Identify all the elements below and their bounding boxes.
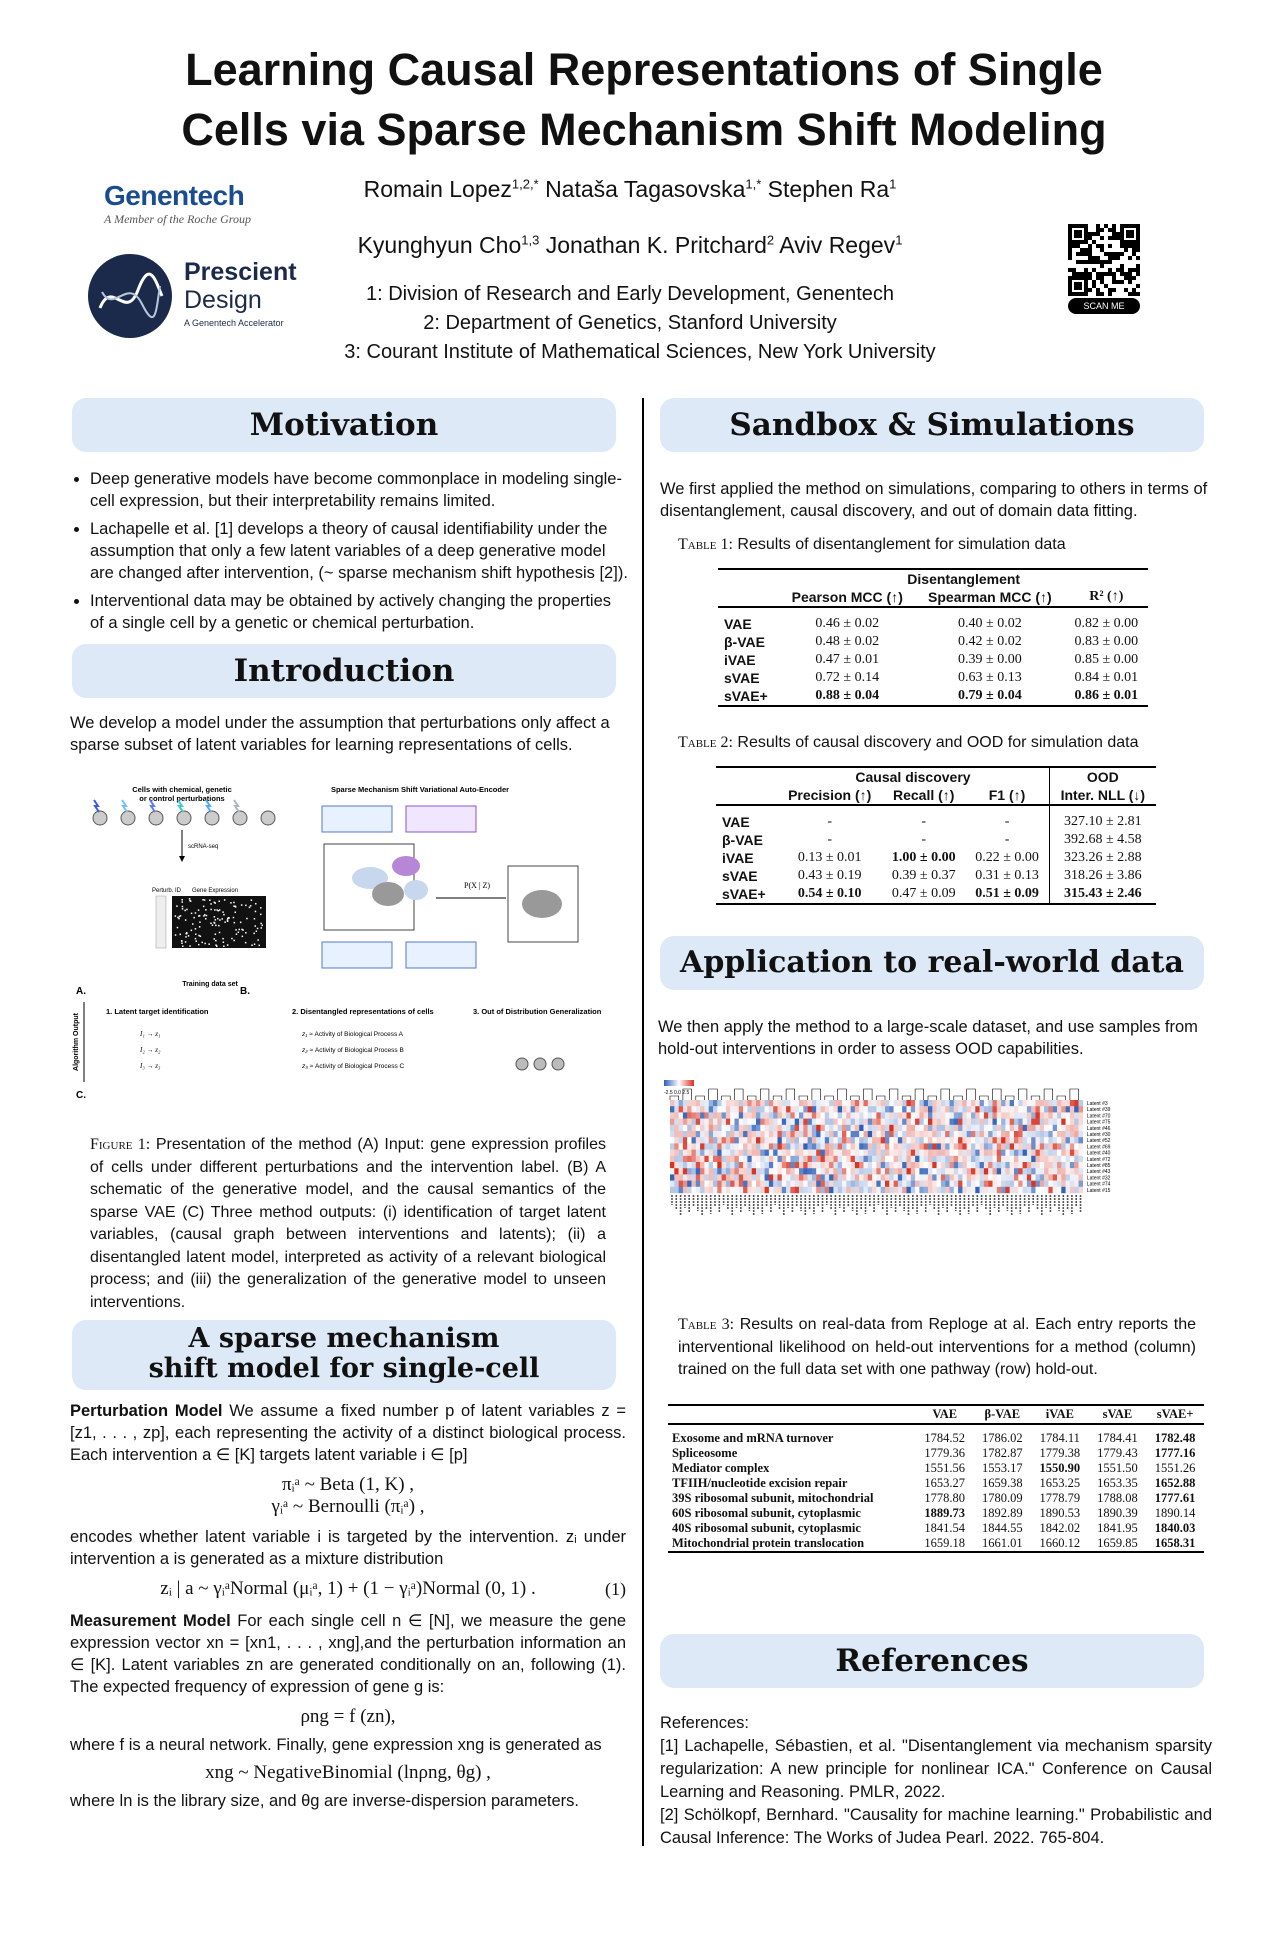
table-cell: 1889.73: [924, 1506, 966, 1520]
table-2-group2-header: OOD: [1049, 767, 1156, 786]
table-cell: 0.39 ± 0.37: [891, 868, 956, 883]
perturbation-title: Perturbation Model: [70, 1402, 223, 1420]
table-cell: 0.79 ± 0.04: [958, 688, 1022, 703]
table-cell: 1779.36: [924, 1446, 966, 1460]
table-row: [668, 1536, 1204, 1552]
table-cell: 0.31 ± 0.13: [975, 868, 1039, 883]
table-cell: 1779.43: [1097, 1446, 1138, 1460]
table-2: [716, 766, 1156, 905]
table-row: [718, 607, 1148, 633]
author-affiliation-marker: 1,*: [745, 176, 762, 192]
application-text: We then apply the method to a large-scale dataset, and use samples from hold-out interventions in order to assess OOD capabilities.: [658, 1018, 1198, 1058]
heatmap-figure: [664, 1076, 1184, 1256]
heatmap-row-label: Latent #43: [1086, 1169, 1111, 1176]
table-row: [668, 1506, 1204, 1521]
process-b-label: Activity of Biological Process B: [314, 1047, 404, 1054]
sandbox-banner: [660, 398, 1204, 452]
genentech-wordmark: Genentech: [104, 180, 245, 211]
table-2-caption: [678, 732, 1208, 755]
scan-me-label: SCAN ME: [1083, 301, 1125, 311]
heatmap-row-label: Latent #39: [1086, 1107, 1111, 1114]
svg-text:z₂ ≈ Activity of Biological Pr: z₂ ≈ Activity of Biological Process B: [302, 1047, 404, 1054]
table-cell: -: [921, 814, 927, 829]
table-cell: 0.42 ± 0.02: [958, 634, 1022, 649]
table-cell: 1840.03: [1154, 1521, 1196, 1535]
table-cell: 1778.80: [924, 1491, 966, 1505]
table-cell: 0.43 ± 0.19: [797, 868, 862, 883]
cell-marker: [261, 811, 275, 825]
table-cell: 0.88 ± 0.04: [815, 688, 880, 703]
table-cell: 327.10 ± 2.81: [1049, 805, 1156, 831]
table-2-caption-text: Results of causal discovery and OOD for simulation data: [737, 734, 1139, 751]
svg-text:z₁ ≈ Activity of Biological Pr: z₁ ≈ Activity of Biological Process A: [302, 1031, 403, 1038]
prescient-emblem-icon: [86, 252, 174, 340]
heatmap-row-label: Latent #15: [1086, 1187, 1111, 1194]
table-cell: 1841.54: [924, 1521, 966, 1535]
panel-a-title: Cells with chemical, genetic or control perturbations: [132, 785, 232, 803]
table-cell: 0.84 ± 0.01: [1074, 670, 1139, 685]
table-cell: 318.26 ± 3.86: [1049, 867, 1156, 885]
table-row-label: Spliceosome: [672, 1446, 738, 1460]
panel-c2-title: 2. Disentangled representations of cells: [292, 1007, 434, 1016]
encodes-text: encodes whether latent variable i is targeted by the intervention. zᵢ under intervention a is generated as a mixture distribution: [70, 1528, 626, 1568]
affiliation-2: 2: Department of Genetics, Stanford University: [423, 312, 837, 334]
table-cell: 0.13 ± 0.01: [797, 850, 862, 865]
table-cell: 1659.85: [1097, 1536, 1138, 1550]
panel-b-title: Sparse Mechanism Shift Variational Auto-Encoder: [330, 785, 510, 794]
table-cell: 1784.11: [1039, 1431, 1080, 1445]
reference-item: [1] Lachapelle, Sébastien, et al. "Disentanglement via mechanism sparsity regularization: A new principle for nonlinear ICA." Conference on Causal Learning and Reasoning. PMLR, 2022.: [660, 1737, 1212, 1801]
table-cell: 1890.39: [1097, 1506, 1138, 1520]
process-a-label: Activity of Biological Process A: [314, 1031, 403, 1038]
table-3-col-header: iVAE: [1045, 1407, 1074, 1421]
scan-me-badge: [1068, 298, 1140, 314]
table-1-caption: [678, 534, 1208, 557]
table-1-col-header: R² (↑): [1089, 589, 1124, 604]
table-row: [668, 1431, 1204, 1446]
references-list: [660, 1712, 1212, 1850]
column-divider: [642, 398, 644, 1846]
table-cell: 1777.61: [1154, 1491, 1196, 1505]
table-cell: 1784.41: [1097, 1431, 1138, 1445]
author-affiliation-marker: 1: [889, 176, 897, 192]
table-3: [668, 1404, 1204, 1553]
table-1-col-header: Pearson MCC (↑): [791, 589, 903, 605]
svg-text:z₃ ≈ Activity of Biological Pr: z₃ ≈ Activity of Biological Process C: [302, 1063, 405, 1070]
table-cell: -: [921, 832, 927, 847]
table-cell: 1782.87: [981, 1446, 1023, 1460]
table-cell: 1659.18: [924, 1536, 966, 1550]
heatmap-row-label: Latent #46: [1086, 1125, 1111, 1132]
table-cell: 0.48 ± 0.02: [815, 634, 880, 649]
heatmap-row-label: Latent #85: [1086, 1163, 1111, 1169]
table-1: [718, 568, 1148, 707]
table-1-col-header: Spearman MCC (↑): [928, 589, 1052, 605]
panel-c1-title: 1. Latent target identification: [106, 1007, 209, 1016]
motivation-bullet: • Lachapelle et al. [1] develops a theory of causal identifiability under the assumption that only a few latent variables of a deep generative model are changed after intervention, (~ sparse mechanism shift hypothesis [2]).: [90, 518, 628, 584]
table-row-label: 40S ribosomal subunit, cytoplasmic: [672, 1521, 861, 1535]
table-cell: 1779.38: [1039, 1446, 1081, 1460]
cell-marker: [205, 811, 219, 825]
heatmap-row-label: Latent #3: [1086, 1101, 1108, 1107]
cell-marker: [233, 811, 247, 825]
author-name: Romain Lopez: [363, 176, 512, 202]
svg-text:I₂ → z₂: I₂ → z₂: [140, 1046, 161, 1054]
motivation-heading: Motivation: [249, 407, 439, 443]
references-intro: References:: [660, 1714, 749, 1732]
heatmap-row-label: Latent #52: [1086, 1138, 1111, 1145]
genentech-subtitle: A Member of the Roche Group: [104, 212, 251, 226]
table-row-label: VAE: [724, 616, 752, 632]
table-row: [716, 831, 1156, 849]
table-cell: 1659.38: [981, 1476, 1023, 1490]
motivation-bullets: [72, 468, 628, 640]
table-cell: -: [1004, 832, 1010, 847]
table-cell: 1551.26: [1154, 1461, 1196, 1475]
table-row-label: TFIIH/nucleotide excision repair: [672, 1476, 848, 1490]
model-heading-1: A sparse mechanism: [188, 1323, 500, 1354]
motivation-bullet: • Interventional data may be obtained by actively changing the properties of a single cell by a genetic or chemical perturbation.: [90, 590, 628, 634]
prescient-logo: [86, 252, 296, 340]
panel-c-label: C.: [76, 1090, 86, 1101]
table-row-label: β-VAE: [724, 634, 765, 650]
affiliation-1: 1: Division of Research and Early Development, Genentech: [365, 283, 895, 305]
motivation-banner: [72, 398, 616, 452]
table-row: [718, 669, 1148, 687]
table-cell: -: [827, 814, 833, 829]
table-2-group1-header: Causal discovery: [855, 769, 971, 785]
table-3-col-header: sVAE+: [1156, 1407, 1194, 1421]
algorithm-output-label: Algorithm Output: [73, 1013, 80, 1071]
cell-marker: [177, 811, 191, 825]
equation-rho: ρng = f (zn),: [300, 1706, 396, 1727]
author-name: Aviv Regev: [779, 232, 896, 258]
table-cell: 0.47 ± 0.01: [815, 652, 880, 667]
author-name: Nataša Tagasovska: [545, 176, 746, 202]
table-cell: 1890.53: [1039, 1506, 1081, 1520]
panel-b-label: B.: [240, 986, 250, 997]
table-cell: 315.43 ± 2.46: [1049, 885, 1156, 904]
equation-negative-binomial: xng ~ NegativeBinomial (lnρng, θg) ,: [205, 1762, 491, 1783]
table-3-col-header: β-VAE: [984, 1407, 1021, 1421]
design-wordmark: Design: [184, 286, 262, 314]
table-cell: 1553.17: [981, 1461, 1023, 1475]
table-cell: 0.63 ± 0.13: [958, 670, 1022, 685]
table-cell: 1841.95: [1097, 1521, 1138, 1535]
process-c-label: Activity of Biological Process C: [315, 1063, 405, 1070]
table-3-caption-text: Results on real-data from Reploge at al. Each entry reports the interventional likelihood on held-out interventions for a method (column) trained on the full data set with one pathway (row) hold-out.: [678, 1316, 1196, 1378]
table-3-col-header: sVAE: [1102, 1407, 1133, 1421]
perturb-id-label: Perturb. ID: [152, 888, 182, 894]
table-cell: 323.26 ± 2.88: [1049, 849, 1156, 867]
heatmap-row-label: Latent #30: [1086, 1132, 1111, 1138]
table-cell: 1782.48: [1154, 1431, 1196, 1445]
prescient-subtitle: A Genentech Accelerator: [184, 318, 284, 328]
table-1-label: Table 1:: [678, 536, 733, 553]
table-cell: 1550.90: [1039, 1461, 1081, 1475]
table-cell: 1780.09: [981, 1491, 1023, 1505]
heatmap-row-label: Latent #74: [1086, 1181, 1111, 1188]
table-row-label: sVAE: [724, 670, 760, 686]
heatmap-row-label: Latent #70: [1086, 1113, 1111, 1120]
table-row-label: sVAE+: [722, 886, 766, 902]
perturbation-bolt-icon: [234, 800, 239, 812]
cell-marker: [93, 811, 107, 825]
heatmap-row-label: Latent #32: [1086, 1175, 1111, 1182]
table-cell: 0.83 ± 0.00: [1074, 634, 1139, 649]
table-cell: 0.39 ± 0.00: [958, 652, 1022, 667]
heatmap-scale-label: -2.5 0.0 2.5: [664, 1090, 690, 1096]
table-3-label: Table 3:: [678, 1316, 735, 1333]
poster-title: [0, 40, 1288, 160]
figure-1-schematic: [70, 782, 626, 1102]
cell-marker: [121, 811, 135, 825]
heatmap-colorbar: [664, 1080, 694, 1086]
table-cell: 1653.35: [1097, 1476, 1138, 1490]
table-2-col-header: F1 (↑): [988, 787, 1026, 803]
svg-text:I₃ → z₃: I₃ → z₃: [140, 1062, 161, 1070]
table-3-caption: [678, 1314, 1196, 1382]
table-row-label: 60S ribosomal subunit, cytoplasmic: [672, 1506, 861, 1520]
sandbox-heading: Sandbox & Simulations: [729, 407, 1135, 443]
table-cell: 1551.56: [924, 1461, 966, 1475]
table-cell: 0.82 ± 0.00: [1074, 616, 1139, 631]
table-cell: 0.46 ± 0.02: [815, 616, 880, 631]
perturbation-text: We assume a fixed number p of latent variables z = [z1, . . . , zp], each representing the activity of a distinct biological process. Each intervention a ∈ [K] targets latent variable i ∈ [p]: [70, 1402, 626, 1464]
cell-marker: [149, 811, 163, 825]
table-cell: 1890.14: [1154, 1506, 1196, 1520]
author-affiliation-marker: 1,2,*: [511, 176, 539, 192]
author-name: Jonathan K. Pritchard: [545, 232, 767, 258]
heatmap-svg: [664, 1076, 1184, 1256]
table-row: [716, 849, 1156, 867]
table-row-label: iVAE: [722, 850, 754, 866]
table-cell: 1844.55: [981, 1521, 1023, 1535]
figure-1: [70, 782, 626, 1102]
heatmap-row-label: Latent #72: [1086, 1156, 1111, 1163]
table-row-label: sVAE: [722, 868, 758, 884]
table-row: [668, 1446, 1204, 1461]
affiliation-3: 3: Courant Institute of Mathematical Sciences, New York University: [344, 341, 936, 363]
table-1-caption-text: Results of disentanglement for simulation data: [737, 536, 1066, 553]
author-affiliation-marker: 2: [766, 232, 775, 248]
equation-pi: πᵢᵃ ~ Beta (1, K) ,: [281, 1474, 415, 1495]
table-cell: 0.40 ± 0.02: [958, 616, 1022, 631]
references-heading: References: [835, 1643, 1029, 1679]
table-row-label: VAE: [722, 814, 750, 830]
genentech-logo: [104, 180, 284, 227]
qr-code[interactable]: [1068, 224, 1140, 296]
figure-1-caption: [90, 1134, 606, 1314]
pxz-label: P(X | Z): [464, 881, 491, 890]
table-cell: 0.86 ± 0.01: [1074, 688, 1139, 703]
references-banner: [660, 1634, 1204, 1688]
title-line-2: Cells via Sparse Mechanism Shift Modeling: [181, 104, 1107, 155]
table-row: [668, 1476, 1204, 1491]
table-cell: 392.68 ± 4.58: [1049, 831, 1156, 849]
table-row-label: 39S ribosomal subunit, mitochondrial: [672, 1491, 874, 1505]
training-label: Training data set: [182, 981, 238, 988]
table-cell: 1784.52: [924, 1431, 966, 1445]
table-cell: 1892.89: [981, 1506, 1023, 1520]
table-row-label: Exosome and mRNA turnover: [672, 1431, 834, 1445]
table-cell: 1.00 ± 0.00: [891, 850, 956, 865]
heatmap-row-label: Latent #69: [1086, 1144, 1111, 1151]
heatmap-row-label: Latent #75: [1086, 1119, 1111, 1126]
perturbation-bolt-icon: [122, 800, 127, 812]
table-cell: 0.72 ± 0.14: [815, 670, 880, 685]
table-cell: 1658.31: [1154, 1536, 1196, 1550]
table-row: [716, 867, 1156, 885]
panel-a-label: A.: [76, 986, 86, 997]
table-row-label: β-VAE: [722, 832, 763, 848]
equation-gamma: γᵢᵃ ~ Bernoulli (πᵢᵃ) ,: [271, 1496, 425, 1517]
author-affiliation-marker: 1,3: [521, 232, 540, 248]
table-2-col-header: Inter. NLL (↓): [1049, 786, 1156, 805]
title-line-1: Learning Causal Representations of Single: [185, 44, 1103, 95]
model-text: [70, 1400, 626, 1812]
application-heading: Application to real-world data: [680, 945, 1184, 980]
where-f-text: where f is a neural network. Finally, gene expression xng is generated as: [70, 1736, 602, 1754]
table-row-label: Mitochondrial protein translocation: [672, 1536, 865, 1550]
model-heading-2: shift model for single-cell: [148, 1353, 540, 1384]
application-banner: [660, 936, 1204, 990]
table-row: [718, 633, 1148, 651]
table-cell: 1786.02: [981, 1431, 1023, 1445]
table-cell: 0.85 ± 0.00: [1074, 652, 1139, 667]
introduction-heading: Introduction: [233, 653, 455, 689]
table-row: [718, 651, 1148, 669]
table-cell: 1778.79: [1039, 1491, 1081, 1505]
where-l-text: where ln is the library size, and θg are inverse-dispersion parameters.: [70, 1792, 579, 1810]
table-cell: 1652.88: [1154, 1476, 1196, 1490]
figure-1-caption-text: Presentation of the method (A) Input: gene expression profiles of cells under different perturbations and the intervention label. (B) A schematic of the generative model, and the causal semantics of the sparse VAE (C) Three method outputs: (i) identification of target latent variables, (causal graph between interventions and latents); (ii) a disentangled latent model, interpreted as activity of a relevant biological process; and (iii) the generalization of the generative model to unseen interventions.: [90, 1136, 606, 1311]
table-cell: -: [827, 832, 833, 847]
table-cell: 1788.08: [1097, 1491, 1138, 1505]
authors-line-2: [300, 232, 960, 259]
table-row: [716, 885, 1156, 904]
perturbation-bolt-icon: [94, 800, 99, 812]
table-row: [668, 1491, 1204, 1506]
panel-c3-title: 3. Out of Distribution Generalization: [473, 1007, 602, 1016]
figure-1-label: Figure 1:: [90, 1136, 151, 1153]
table-cell: 1661.01: [981, 1536, 1023, 1550]
scrna-label: scRNA-seq: [188, 844, 219, 850]
table-2-col-header: Precision (↑): [788, 787, 872, 803]
gene-expression-label: Gene Expression: [192, 888, 239, 894]
table-2-label: Table 2:: [678, 734, 733, 751]
sandbox-text: We first applied the method on simulations, comparing to others in terms of disentanglement, causal discovery, and out of domain data fitting.: [660, 480, 1208, 520]
table-cell: 0.54 ± 0.10: [797, 886, 862, 901]
table-cell: 1842.02: [1039, 1521, 1081, 1535]
prescient-wordmark: Prescient: [184, 258, 297, 286]
table-cell: 0.22 ± 0.00: [975, 850, 1039, 865]
measurement-title: Measurement Model: [70, 1612, 231, 1630]
model-banner: [72, 1320, 616, 1390]
table-row-label: iVAE: [724, 652, 756, 668]
svg-text:I₁ → z₁: I₁ → z₁: [140, 1030, 161, 1038]
table-cell: 1653.25: [1039, 1476, 1081, 1490]
table-row: [718, 687, 1148, 706]
equation-number: (1): [605, 1579, 626, 1599]
table-cell: -: [1004, 814, 1010, 829]
table-cell: 0.47 ± 0.09: [891, 886, 956, 901]
table-row-label: sVAE+: [724, 688, 768, 704]
author-affiliation-marker: 1: [895, 232, 903, 248]
table-cell: 1660.12: [1039, 1536, 1081, 1550]
authors-line-1: [300, 176, 960, 203]
author-name: Stephen Ra: [767, 176, 890, 202]
table-1-group-header: Disentanglement: [907, 571, 1021, 587]
table-3-col-header: VAE: [932, 1407, 958, 1421]
table-cell: 1653.27: [924, 1476, 966, 1490]
table-cell: 1777.16: [1154, 1446, 1196, 1460]
table-cell: 0.51 ± 0.09: [975, 886, 1039, 901]
measurement-text: For each single cell n ∈ [N], we measure the gene expression vector xn = [xn1, . . . , xng],and the perturbation information an ∈ [K]. Latent variables zn are generated conditionally on an, following (1). The expected frequency of expression of gene g is:: [70, 1612, 626, 1696]
heatmap-row-label: Latent #40: [1086, 1150, 1111, 1157]
qr-code-icon: [1068, 224, 1140, 296]
introduction-banner: [72, 644, 616, 698]
table-row-label: Mediator complex: [672, 1461, 770, 1475]
table-row: [668, 1521, 1204, 1536]
table-row: [716, 805, 1156, 831]
table-cell: 1551.50: [1097, 1461, 1138, 1475]
reference-item: [2] Schölkopf, Bernhard. "Causality for machine learning." Probabilistic and Causal Inference: The Works of Judea Pearl. 2022. 765-804.: [660, 1806, 1212, 1847]
table-2-col-header: Recall (↑): [893, 787, 955, 803]
introduction-text: We develop a model under the assumption that perturbations only affect a sparse subset of latent variables for learning representations of cells.: [70, 714, 610, 754]
motivation-bullet: • Deep generative models have become commonplace in modeling single-cell expression, but their interpretability remains limited.: [90, 468, 628, 512]
equation-mixture: zᵢ | a ~ γᵢᵃNormal (μᵢᵃ, 1) + (1 − γᵢᵃ)Normal (0, 1) .: [160, 1578, 536, 1599]
table-row: [668, 1461, 1204, 1476]
author-name: Kyunghyun Cho: [357, 232, 522, 258]
